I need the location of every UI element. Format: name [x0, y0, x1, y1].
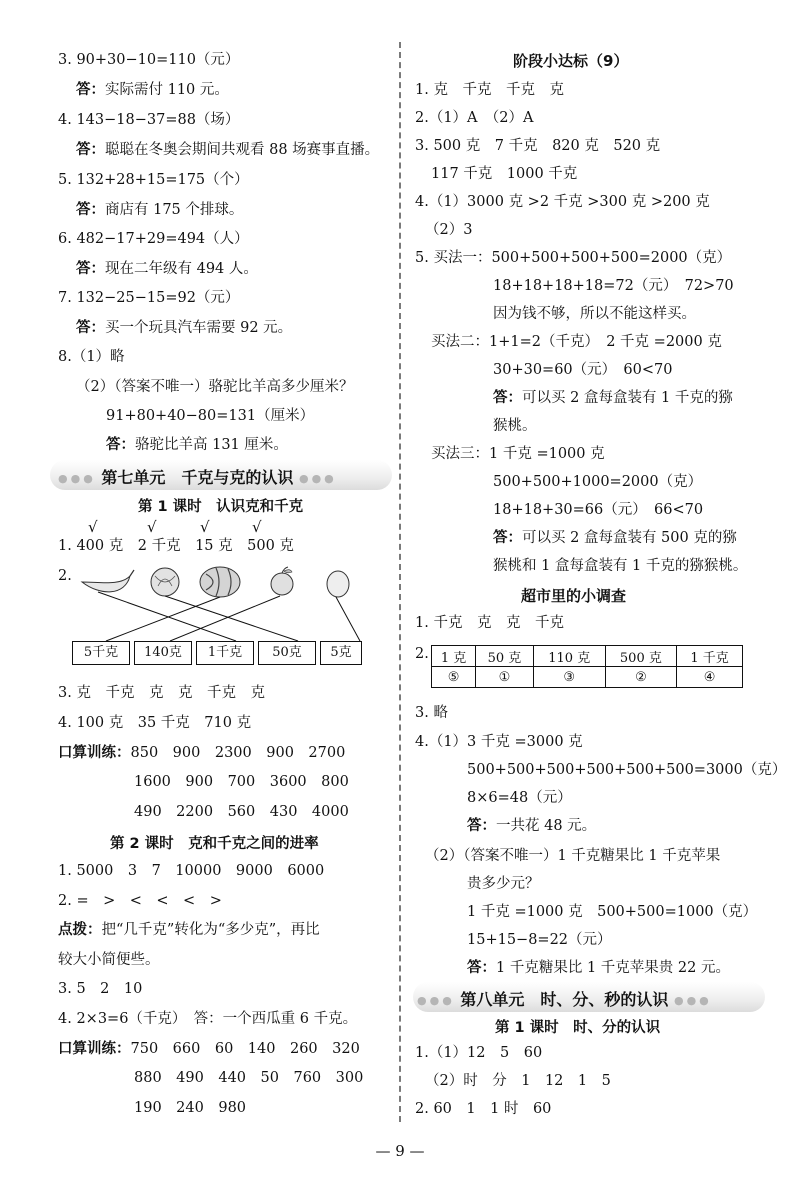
answer-text: 现在二年级有 494 人。 [105, 261, 258, 277]
table-row [432, 646, 743, 667]
table-cell: ① [476, 667, 534, 688]
answer-line [493, 388, 733, 408]
tip-label: 点拨： [58, 922, 102, 938]
banner-dots-left: ●●● [58, 472, 96, 485]
matching-lines [98, 592, 360, 641]
table-cell: 1 克 [432, 646, 476, 667]
lesson8-title: 第 1 课时 时、分的认识 [495, 1020, 661, 1036]
table-cell: 50 克 [476, 646, 534, 667]
answer-label: 答： [76, 82, 105, 98]
weight-box: 5千克 [72, 641, 130, 665]
answer-line: 因为钱不够，所以不能这样买。 [493, 306, 696, 322]
answer-line: 3. 略 [415, 705, 448, 721]
tip-line [58, 920, 320, 940]
answer-line: 2. 60 1 1 时 60 [415, 1101, 552, 1117]
stage-title: 阶段小达标（9） [513, 52, 629, 70]
answer-line: 4. 143−18−37=88（场） [58, 112, 240, 128]
answer-line [106, 435, 288, 455]
answer-line: 500+500+1000=2000（克） [493, 474, 703, 490]
unit7-title-text: 第七单元 千克与克的认识 [101, 468, 294, 487]
answer-line [76, 80, 229, 100]
lesson2-q3: 3. 5 2 10 [58, 981, 143, 997]
watermelon-icon [200, 567, 240, 597]
survey-title: 超市里的小调查 [521, 587, 627, 605]
oral-label: 口算训练： [58, 745, 131, 761]
table-label: 2. [415, 646, 429, 662]
answer-label: 答： [76, 202, 105, 218]
banner-dots-right: ●●● [298, 472, 337, 485]
question-2-label: 2. [58, 568, 72, 584]
oral-training-row: 190 240 980 [134, 1100, 247, 1116]
answer-line: 8×6=48（元） [467, 790, 572, 806]
banner-dots-right: ●●● [673, 994, 712, 1007]
answer-line: 5. 132+28+15=175（个） [58, 172, 249, 188]
question-3: 3. 克 千克 克 克 千克 克 [58, 685, 265, 701]
column-divider [399, 42, 401, 1122]
answer-line: 7. 132−25−15=92（元） [58, 290, 240, 306]
answer-text: 商店有 175 个排球。 [105, 202, 244, 218]
pepper-icon [82, 570, 134, 592]
answer-text: 可以买 2 盒每盒装有 500 克的猕 [522, 530, 737, 546]
answer-label: 答： [76, 142, 105, 158]
answer-label: 答： [106, 437, 135, 453]
answer-label: 答： [467, 818, 496, 834]
weight-order-table [431, 645, 743, 688]
answer-label: 答： [76, 261, 105, 277]
answer-line [467, 816, 596, 836]
table-cell: ③ [533, 667, 605, 688]
lesson2-q2: 2. = > < < < > [58, 893, 222, 909]
answer-text: 一共花 48 元。 [496, 818, 597, 834]
oral-training-row: 1600 900 700 3600 800 [134, 774, 349, 790]
answer-line [467, 958, 730, 978]
lesson1-title: 第 1 课时 认识克和千克 [138, 499, 304, 515]
answer-line [76, 140, 379, 160]
answer-line: 2.（1）A （2）A [415, 110, 534, 126]
answer-line: 6. 482−17+29=494（人） [58, 231, 249, 247]
matching-illustration [70, 566, 370, 646]
tip-text: 把“几千克”转化为“多少克”，再比 [101, 922, 320, 938]
answer-line: 91+80+40−80=131（厘米） [106, 408, 315, 424]
lesson2-q4: 4. 2×3=6（千克） 答：一个西瓜重 6 千克。 [58, 1011, 358, 1027]
check-mark: √ [200, 518, 210, 536]
lesson2-title: 第 2 课时 克和千克之间的进率 [110, 836, 319, 852]
answer-line: 1 千克 =1000 克 500+500=1000（克） [467, 904, 758, 920]
answer-line: （2）时 分 1 12 1 5 [425, 1073, 611, 1089]
answer-line: （2）3 [425, 222, 473, 238]
answer-line: 买法三：1 千克 =1000 克 [431, 446, 605, 462]
egg-icon [327, 571, 349, 597]
banner-dots-left: ●●● [417, 994, 455, 1007]
table-cell: 500 克 [605, 646, 677, 667]
answer-label: 答： [467, 960, 496, 976]
weight-box: 5克 [320, 641, 362, 665]
weight-box: 50克 [258, 641, 316, 665]
answer-line: 猴桃和 1 盒每盒装有 1 千克的猕猴桃。 [493, 558, 748, 574]
answer-line [76, 200, 243, 220]
answer-line: 1.（1）12 5 60 [415, 1045, 543, 1061]
table-cell: ⑤ [432, 667, 476, 688]
answer-line: 18+18+30=66（元） 66<70 [493, 502, 704, 518]
answer-line: 117 千克 1000 千克 [431, 166, 578, 182]
answer-text: 可以买 2 盒每盒装有 1 千克的猕 [522, 390, 733, 406]
oral-training-row [58, 1039, 360, 1059]
answer-text: 1 千克糖果比 1 千克苹果贵 22 元。 [496, 960, 730, 976]
answer-line: 4.（1）3000 克 >2 千克 >300 克 >200 克 [415, 194, 710, 210]
table-cell: ② [605, 667, 677, 688]
table-cell: 110 克 [533, 646, 605, 667]
lesson2-q1: 1. 5000 3 7 10000 9000 6000 [58, 863, 325, 879]
answer-line: （2）（答案不唯一）1 千克糖果比 1 千克苹果 [425, 848, 721, 864]
answer-label: 答： [76, 320, 105, 336]
answer-line: 1. 克 千克 千克 克 [415, 82, 564, 98]
check-mark: √ [88, 518, 98, 536]
answer-label: 答： [493, 390, 522, 406]
question-4: 4. 100 克 35 千克 710 克 [58, 715, 252, 731]
page-number: — 9 — [375, 1142, 425, 1160]
question-1: 1. 400 克 2 千克 15 克 500 克 [58, 538, 294, 554]
oral-values: 850 900 2300 900 2700 [130, 745, 346, 761]
answer-line: 18+18+18+18=72（元） 72>70 [493, 278, 734, 294]
unit8-title-text: 第八单元 时、分、秒的认识 [460, 990, 669, 1009]
table-cell: 1 千克 [677, 646, 743, 667]
weight-box: 140克 [134, 641, 192, 665]
check-mark: √ [147, 518, 157, 536]
answer-line: 8.（1）略 [58, 349, 125, 365]
answer-line [76, 259, 258, 279]
table-cell: ④ [677, 667, 743, 688]
tip-line: 较大小简便些。 [58, 952, 160, 968]
answer-line: 1. 千克 克 克 千克 [415, 615, 564, 631]
answer-label: 答： [493, 530, 522, 546]
answer-line [493, 528, 737, 548]
answer-line: 3. 500 克 7 千克 820 克 520 克 [415, 138, 661, 154]
answer-text: 买一个玩具汽车需要 92 元。 [105, 320, 293, 336]
unit7-title [58, 465, 337, 488]
oral-training-row: 490 2200 560 430 4000 [134, 804, 349, 820]
weight-box: 1千克 [196, 641, 254, 665]
answer-line: 15+15−8=22（元） [467, 932, 612, 948]
answer-line: （2）（答案不唯一）骆驼比羊高多少厘米？ [76, 379, 354, 395]
answer-text: 实际需付 110 元。 [105, 82, 229, 98]
unit8-title [417, 987, 712, 1010]
table-row [432, 667, 743, 688]
oral-values: 750 660 60 140 260 320 [130, 1041, 360, 1057]
answer-text: 聪聪在冬奥会期间共观看 88 场赛事直播。 [105, 142, 380, 158]
answer-line: 猴桃。 [493, 418, 537, 434]
cabbage-icon [151, 568, 179, 596]
oral-training-row: 880 490 440 50 760 300 [134, 1070, 364, 1086]
answer-line: 贵多少元？ [467, 876, 540, 892]
check-mark: √ [252, 518, 262, 536]
oral-training-row [58, 743, 345, 763]
answer-line [76, 318, 292, 338]
apple-icon [271, 567, 293, 595]
answer-text: 骆驼比羊高 131 厘米。 [135, 437, 288, 453]
answer-line: 3. 90+30−10=110（元） [58, 52, 240, 68]
answer-line: 30+30=60（元） 60<70 [493, 362, 673, 378]
answer-line: 买法二：1+1=2（千克） 2 千克 =2000 克 [431, 334, 722, 350]
oral-label: 口算训练： [58, 1041, 131, 1057]
answer-line: 4.（1）3 千克 =3000 克 [415, 734, 583, 750]
answer-line: 5. 买法一：500+500+500+500=2000（克） [415, 250, 732, 266]
answer-line: 500+500+500+500+500+500=3000（克） [467, 762, 787, 778]
